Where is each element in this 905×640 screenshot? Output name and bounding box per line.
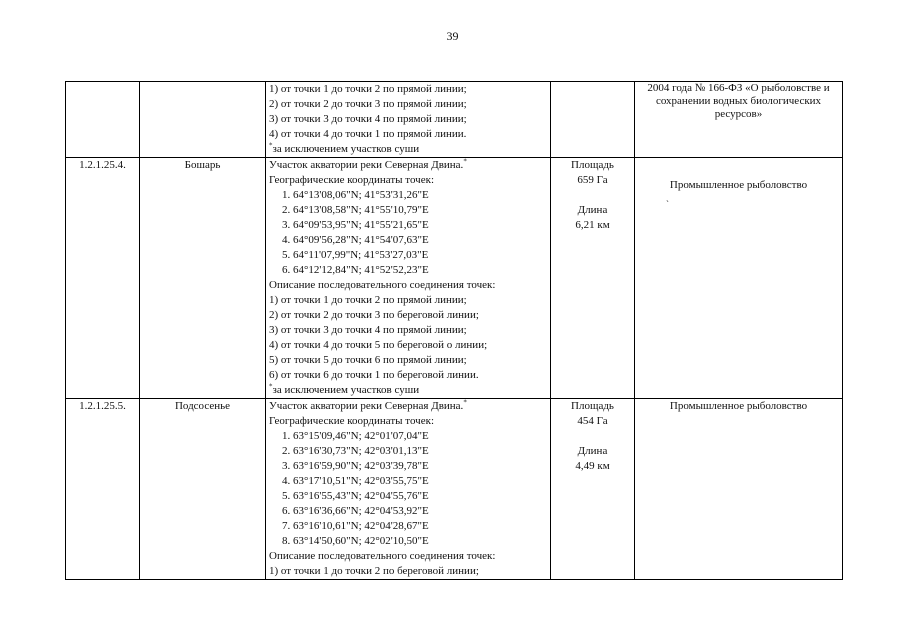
site-number (66, 82, 140, 158)
site-title (269, 158, 547, 173)
exclusion-note-text: за исключением участков суши (272, 384, 420, 396)
coordinate-point: 1. 64°13'08,06"N; 41°53'31,26"E (282, 189, 429, 201)
coordinate-point: 6. 63°16'36,66"N; 42°04'53,92"E (282, 505, 429, 517)
page-number: 39 (446, 29, 459, 43)
connection-line: 2) от точки 2 до точки 3 по прямой линии; (269, 98, 467, 110)
connection-line: 4) от точки 4 до точки 1 по прямой линии. (269, 128, 467, 140)
coordinate-point: 7. 63°16'10,61"N; 42°04'28,67"E (282, 520, 429, 532)
asterisk-mark: * (269, 382, 273, 391)
area-value: 659 Га (577, 174, 608, 186)
connection-line: 5) от точки 5 до точки 6 по прямой линии; (269, 354, 467, 366)
site-parameters (551, 399, 635, 580)
site-name: Бошарь (140, 158, 266, 399)
length-label: Длина (577, 445, 608, 457)
exclusion-note (269, 383, 547, 398)
coordinate-point: 8. 63°14'50,60"N; 42°02'10,50"E (282, 535, 429, 547)
connection-line: 2) от точки 2 до точки 3 по береговой линии; (269, 309, 479, 321)
asterisk-mark: * (463, 157, 467, 166)
table-row (66, 158, 843, 399)
fishing-purpose: Промышленное рыболовство (635, 399, 843, 580)
asterisk-mark: * (463, 398, 467, 407)
site-title (269, 399, 547, 414)
coordinate-point: 3. 63°16'59,90"N; 42°03'39,78"E (282, 460, 429, 472)
site-parameters (551, 158, 635, 399)
area-label: Площадь (571, 159, 614, 171)
site-number: 1.2.1.25.4. (66, 158, 140, 399)
length-label: Длина (577, 204, 608, 216)
coordinate-point: 3. 64°09'53,95"N; 41°55'21,65"E (282, 219, 429, 231)
exclusion-note-text: за исключением участков суши (272, 143, 420, 155)
coordinate-point: 5. 63°16'55,43"N; 42°04'55,76"E (282, 490, 429, 502)
coordinate-point: 6. 64°12'12,84"N; 41°52'52,23"E (282, 264, 429, 276)
site-parameters (551, 82, 635, 158)
area-label: Площадь (571, 400, 614, 412)
site-name (140, 82, 266, 158)
site-description (266, 82, 551, 158)
fishing-purpose (635, 158, 843, 399)
stray-mark (638, 158, 839, 178)
stray-mark-glyph: ` (666, 199, 669, 209)
length-value: 4,49 км (575, 460, 610, 472)
connection-line: 1) от точки 1 до точки 2 по береговой линии; (269, 565, 479, 577)
site-description (266, 158, 551, 399)
purpose-text: Промышленное рыболовство (669, 179, 808, 191)
coordinate-point: 4. 64°09'56,28"N; 41°54'07,63"E (282, 234, 429, 246)
law-reference: 2004 года № 166-ФЗ «О рыболовстве и сохранении водных биологических ресурсов» (635, 82, 843, 158)
site-name: Подсосенье (140, 399, 266, 580)
coordinate-point: 2. 64°13'08,58"N; 41°55'10,79"E (282, 204, 429, 216)
connection-line: 3) от точки 3 до точки 4 по прямой линии; (269, 324, 467, 336)
connection-line: 1) от точки 1 до точки 2 по прямой линии; (269, 83, 467, 95)
site-title-text: Участок акватории реки Северная Двина. (269, 400, 464, 412)
connection-header: Описание последовательного соединения точек: (269, 550, 496, 562)
exclusion-note (269, 142, 547, 157)
asterisk-mark: * (269, 141, 273, 150)
coords-header: Географические координаты точек: (269, 174, 434, 186)
coords-header: Географические координаты точек: (269, 415, 434, 427)
coordinate-point: 5. 64°11'07,99"N; 41°53'27,03"E (282, 249, 429, 261)
table-row (66, 399, 843, 580)
coordinate-point: 4. 63°17'10,51"N; 42°03'55,75"E (282, 475, 429, 487)
coordinate-point: 2. 63°16'30,73"N; 42°03'01,13"E (282, 445, 429, 457)
connection-line: 4) от точки 4 до точки 5 по береговой о линии; (269, 339, 488, 351)
fishing-sites-table (65, 81, 843, 580)
connection-header: Описание последовательного соединения точек: (269, 279, 496, 291)
connection-line: 3) от точки 3 до точки 4 по прямой линии; (269, 113, 467, 125)
length-value: 6,21 км (575, 219, 610, 231)
site-number: 1.2.1.25.5. (66, 399, 140, 580)
connection-line: 1) от точки 1 до точки 2 по прямой линии; (269, 294, 467, 306)
coordinate-point: 1. 63°15'09,46"N; 42°01'07,04"E (282, 430, 429, 442)
site-description (266, 399, 551, 580)
stray-mark-holder (638, 193, 839, 213)
site-title-text: Участок акватории реки Северная Двина. (269, 159, 464, 171)
table-row (66, 82, 843, 158)
area-value: 454 Га (577, 415, 608, 427)
connection-line: 6) от точки 6 до точки 1 по береговой линии. (269, 369, 479, 381)
